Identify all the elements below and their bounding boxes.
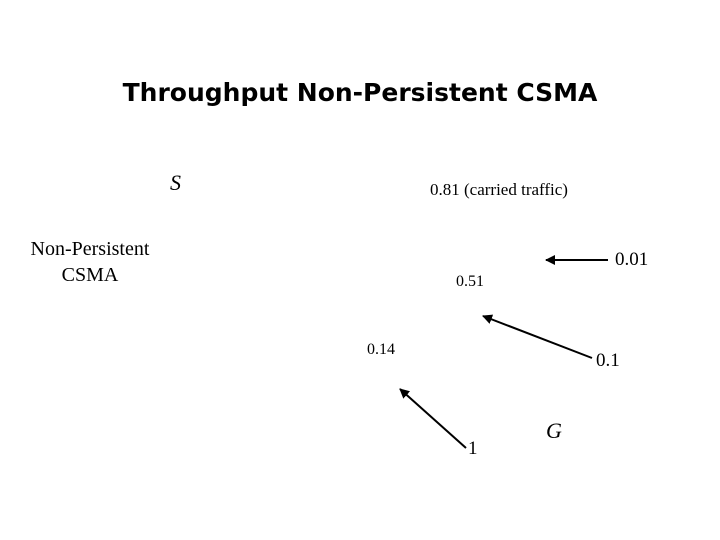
g-value-01-label: 0.1 [596,350,620,371]
s-value-014-label: 0.14 [367,341,395,358]
x-axis-label: G [546,418,562,443]
scheme-label: Non-Persistent CSMA [30,238,150,286]
arrow-to-051-point [483,316,592,358]
carried-traffic-label: 0.81 (carried traffic) [430,180,568,199]
y-axis-label: S [170,170,181,195]
slide-title: Throughput Non-Persistent CSMA [122,78,598,107]
g-value-1-label: 1 [468,438,478,459]
g-value-001-label: 0.01 [615,249,649,270]
s-value-051-label: 0.51 [456,273,484,290]
arrow-to-014-point [400,389,466,448]
